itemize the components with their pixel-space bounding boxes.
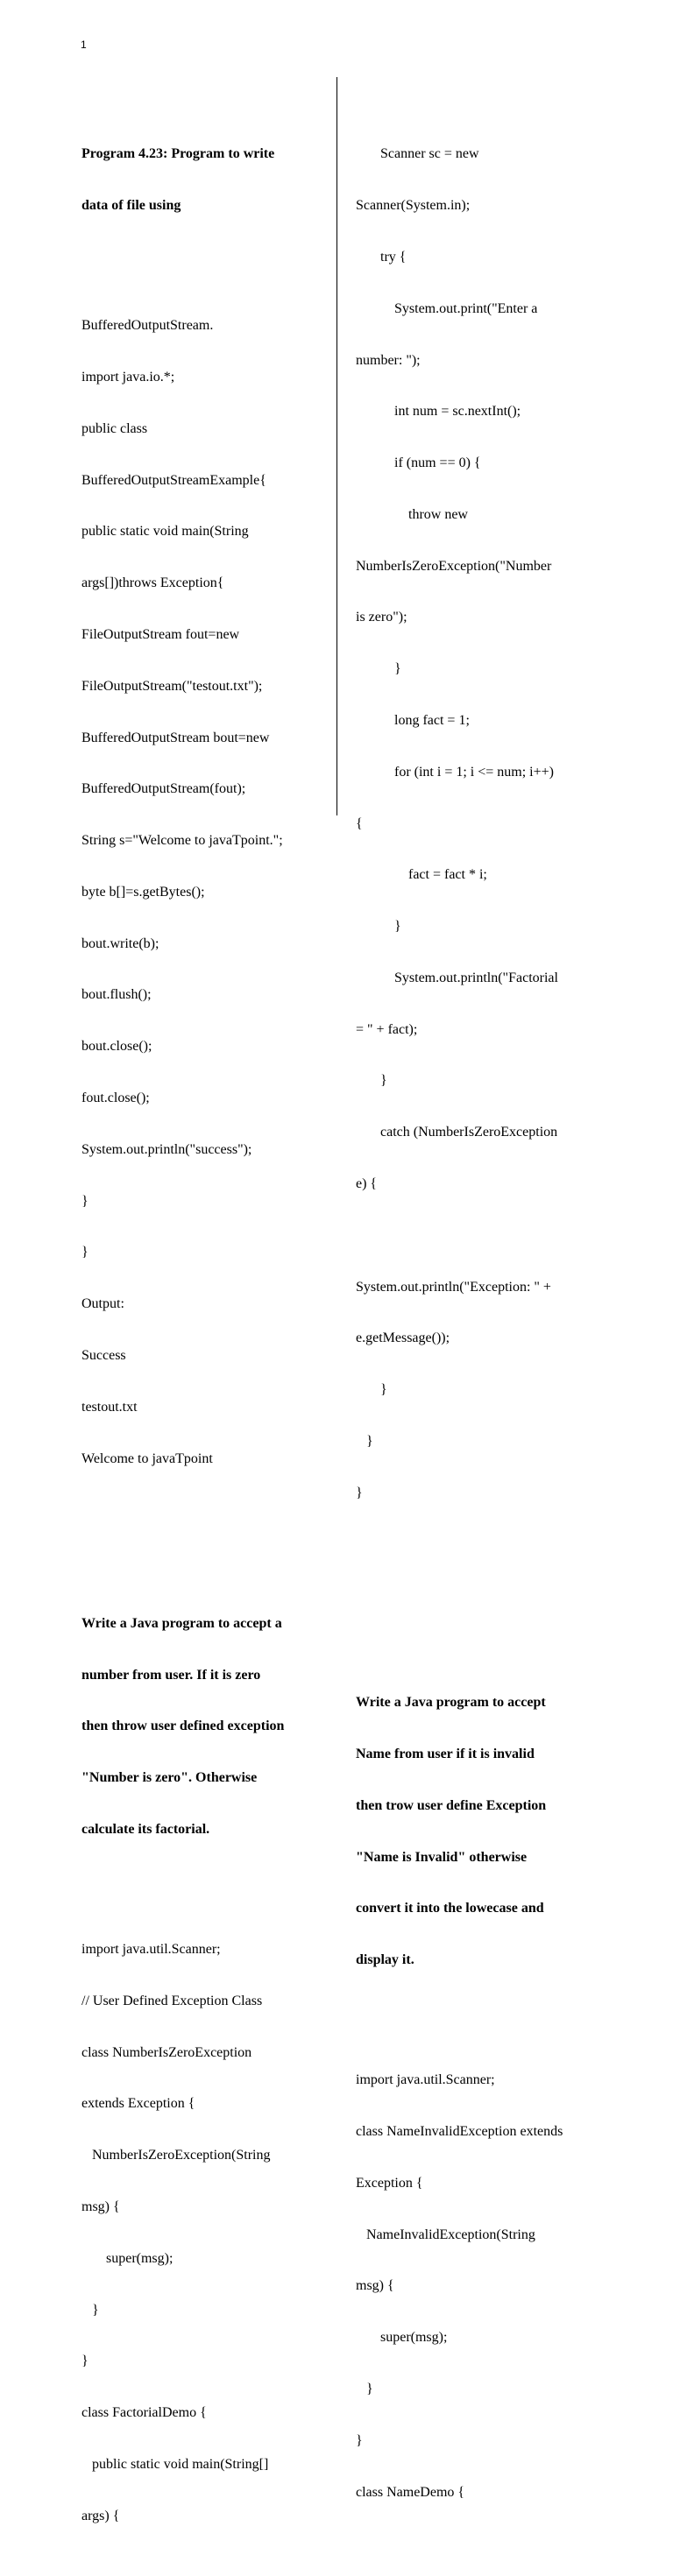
- program2-heading: [81, 1581, 322, 1873]
- column-divider: [336, 77, 337, 815]
- code-line: try {: [356, 249, 407, 265]
- program3-code: [356, 2037, 597, 2535]
- code-line: is zero");: [356, 610, 407, 625]
- code-line: public static void main(String: [81, 524, 249, 540]
- code-line: NumberIsZeroException(String: [81, 2148, 271, 2163]
- code-line: msg) {: [356, 2278, 394, 2294]
- section-gap: [81, 1535, 322, 1546]
- heading-line: display it.: [356, 1952, 414, 1968]
- output-label: Output:: [81, 1296, 124, 1312]
- code-line: BufferedOutputStream bout=new: [81, 730, 270, 745]
- page-number: 1: [81, 39, 87, 51]
- code-line: FileOutputStream fout=new: [81, 627, 240, 642]
- code-line: if (num == 0) {: [356, 455, 481, 471]
- code-line: }: [81, 2302, 99, 2318]
- code-line: {: [356, 815, 363, 831]
- code-line: }: [356, 2381, 373, 2396]
- code-line: byte b[]=s.getBytes();: [81, 884, 205, 900]
- heading-line: then trow user define Exception: [356, 1797, 547, 1813]
- code-line: args) {: [81, 2508, 120, 2523]
- code-line: }: [356, 1433, 373, 1449]
- code-line: }: [356, 1485, 363, 1500]
- right-column: [356, 77, 597, 2552]
- heading-line: Name from user if it is invalid: [356, 1747, 535, 1761]
- code-line: System.out.println("success");: [81, 1141, 252, 1157]
- code-line: int num = sc.nextInt();: [356, 404, 521, 420]
- code-line: e.getMessage());: [356, 1330, 450, 1346]
- code-line: super(msg);: [81, 2250, 174, 2266]
- factorial-code-continued: [356, 111, 597, 1535]
- program3-heading: [356, 1660, 597, 2003]
- code-line: long fact = 1;: [356, 712, 470, 728]
- code-line: }: [356, 2432, 363, 2448]
- output-line: Welcome to javaTpoint: [81, 1450, 213, 1466]
- code-line: Exception {: [356, 2175, 423, 2191]
- code-line: BufferedOutputStream.: [81, 318, 214, 334]
- code-line: NumberIsZeroException("Number: [356, 558, 552, 574]
- code-line: class NameInvalidException extends: [356, 2124, 563, 2140]
- code-line: bout.flush();: [81, 987, 152, 1003]
- code-line: String s="Welcome to javaTpoint.";: [81, 833, 283, 849]
- program1-heading: [81, 111, 322, 249]
- code-line: System.out.print("Enter a: [356, 300, 538, 316]
- code-line: msg) {: [81, 2199, 120, 2215]
- code-line: import java.util.Scanner;: [81, 1942, 221, 1958]
- code-line: NameInvalidException(String: [356, 2227, 535, 2242]
- code-line: BufferedOutputStreamExample{: [81, 472, 266, 488]
- code-line: }: [356, 1382, 387, 1398]
- section-gap: [356, 1615, 597, 1626]
- code-line: Scanner sc = new: [356, 146, 479, 162]
- code-line: extends Exception {: [81, 2096, 195, 2112]
- program2-code: [81, 1907, 322, 2559]
- code-line: // User Defined Exception Class: [81, 1993, 263, 2008]
- code-line: e) {: [356, 1176, 378, 1191]
- code-line: class FactorialDemo {: [81, 2405, 207, 2421]
- heading-line: number from user. If it is zero: [81, 1667, 261, 1683]
- code-line: class NameDemo {: [356, 2484, 465, 2500]
- code-line: }: [81, 1245, 89, 1260]
- heading-line: Write a Java program to accept: [356, 1695, 546, 1711]
- code-line: class NumberIsZeroException: [81, 2044, 252, 2060]
- code-line: public class: [81, 420, 148, 436]
- code-line: }: [81, 1193, 89, 1209]
- code-line: System.out.println("Exception: " +: [356, 1279, 551, 1295]
- code-line: bout.close();: [81, 1039, 152, 1055]
- output-line: testout.txt: [81, 1399, 138, 1415]
- code-line: }: [81, 2354, 89, 2369]
- code-line: super(msg);: [356, 2330, 448, 2346]
- program1-code: [81, 283, 322, 1501]
- code-line: import java.util.Scanner;: [356, 2072, 495, 2088]
- section-gap: [356, 1570, 597, 1581]
- code-line: FileOutputStream("testout.txt");: [81, 678, 263, 694]
- heading-line: Program 4.23: Program to write: [81, 146, 275, 162]
- heading-line: "Number is zero". Otherwise: [81, 1770, 258, 1786]
- code-line: }: [356, 1073, 387, 1089]
- code-line: Scanner(System.in);: [356, 198, 471, 214]
- code-line: args[])throws Exception{: [81, 575, 224, 591]
- heading-line: data of file using: [81, 198, 181, 214]
- left-column: [81, 77, 322, 2576]
- code-line: [356, 1227, 597, 1245]
- output-line: Success: [81, 1347, 126, 1363]
- code-line: bout.write(b);: [81, 935, 159, 951]
- code-line: for (int i = 1; i <= num; i++): [356, 764, 554, 780]
- code-line: System.out.println("Factorial: [356, 970, 558, 985]
- heading-line: then throw user defined exception: [81, 1719, 285, 1734]
- heading-line: convert it into the lowecase and: [356, 1901, 544, 1916]
- code-line: BufferedOutputStream(fout);: [81, 781, 246, 797]
- code-line: }: [356, 919, 401, 935]
- code-line: = " + fact);: [356, 1021, 418, 1037]
- code-line: public static void main(String[]: [81, 2456, 269, 2472]
- heading-line: calculate its factorial.: [81, 1821, 210, 1837]
- code-line: throw new: [356, 506, 468, 522]
- code-line: import java.io.*;: [81, 370, 175, 385]
- code-line: }: [356, 661, 401, 677]
- code-line: catch (NumberIsZeroException: [356, 1125, 558, 1140]
- code-line: number: ");: [356, 352, 421, 368]
- code-line: fact = fact * i;: [356, 867, 487, 883]
- code-line: fout.close();: [81, 1090, 150, 1106]
- heading-line: Write a Java program to accept a: [81, 1615, 282, 1631]
- heading-line: "Name is Invalid" otherwise: [356, 1849, 528, 1865]
